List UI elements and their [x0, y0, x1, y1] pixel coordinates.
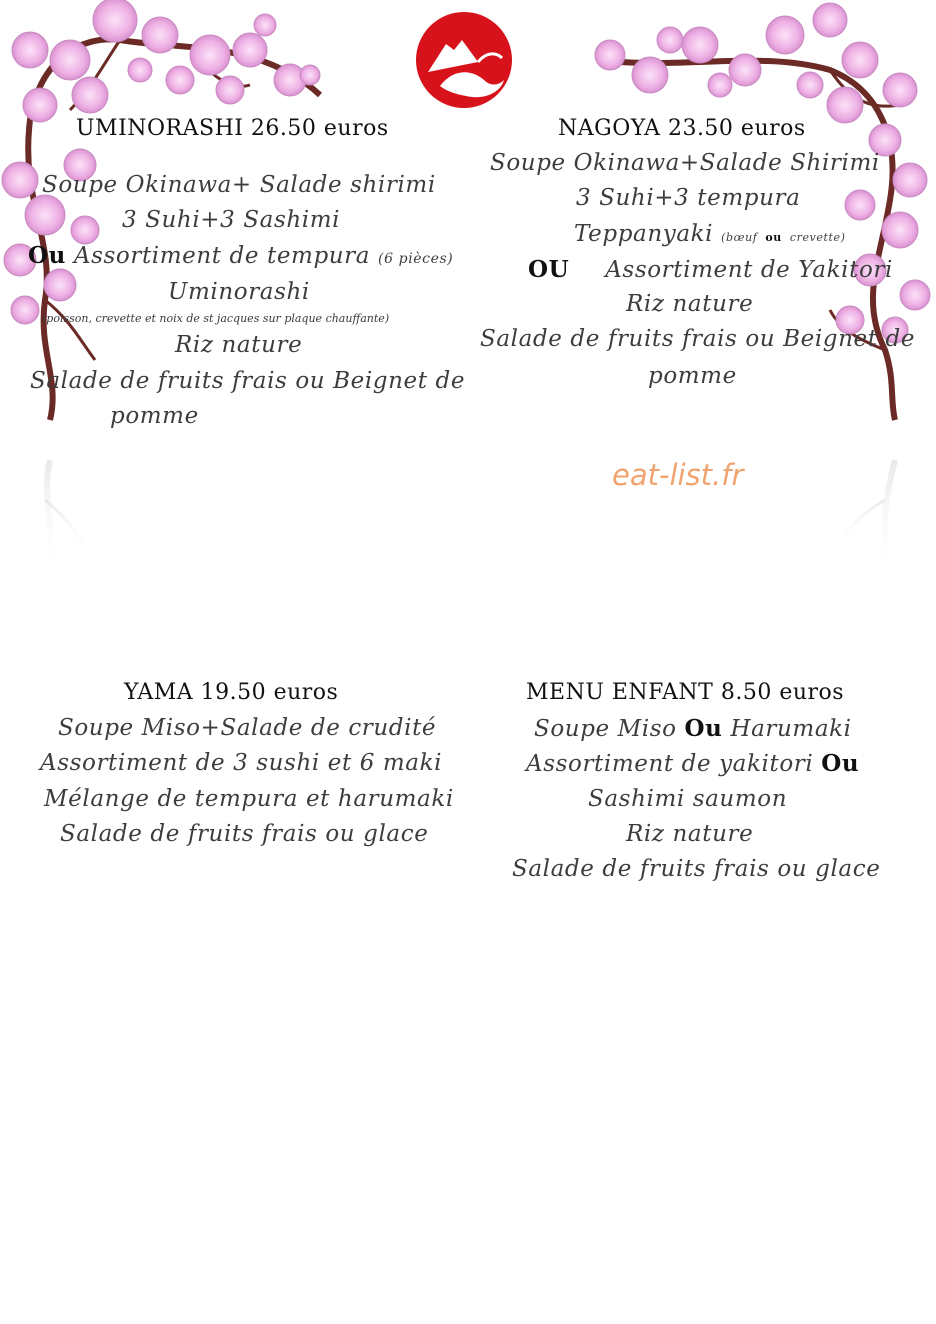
- or-label: Ou: [28, 242, 66, 269]
- menu-line-text: Harumaki: [730, 716, 852, 742]
- menu-note: (poisson, crevette et noix de st jacques sur plaque chauffante): [42, 312, 390, 325]
- menu-note: (6 pièces): [378, 251, 454, 267]
- menu-line: Sashimi saumon: [588, 786, 788, 812]
- menu-note: crevette): [789, 231, 846, 244]
- menu-line: Assortiment de 3 sushi et 6 maki: [40, 750, 443, 776]
- right-cherry-branch: [595, 3, 930, 420]
- menu-note: (bœuf: [721, 231, 758, 244]
- menu-line: Riz nature: [626, 291, 754, 317]
- menu-title: NAGOYA 23.50 euros: [558, 116, 806, 141]
- menu-line: Soupe Miso+Salade de crudité: [58, 715, 437, 741]
- menu-title: UMINORASHI 26.50 euros: [76, 116, 389, 141]
- menu-line-text: Assortiment de Yakitori: [605, 257, 893, 283]
- menu-line: Soupe Okinawa+Salade Shirimi: [490, 150, 880, 176]
- menu-line: Riz nature: [626, 821, 754, 847]
- menu-line: Salade de fruits frais ou Beignet de: [30, 368, 466, 394]
- or-label: ou: [765, 231, 782, 244]
- menu-line: [528, 256, 893, 283]
- menu-line-text: Soupe Miso: [534, 716, 677, 742]
- or-label: Ou: [684, 715, 723, 742]
- menu-line: 3 Suhi+3 tempura: [576, 185, 801, 211]
- menu-title: YAMA 19.50 euros: [124, 680, 339, 705]
- or-label: Ou: [821, 750, 860, 777]
- menu-line: Uminorashi: [168, 279, 310, 305]
- menu-line: Salade de fruits frais ou Beignet de: [480, 326, 916, 352]
- menu-line: Salade de fruits frais ou glace: [60, 821, 429, 847]
- menu-line: pomme: [110, 403, 199, 429]
- menu-line-text: Assortiment de tempura: [73, 243, 371, 269]
- watermark: eat-list.fr: [612, 458, 744, 492]
- menu-line: 3 Suhi+3 Sashimi: [122, 207, 341, 233]
- menu-line: [28, 242, 453, 269]
- menu-line: Mélange de tempura et harumaki: [44, 786, 454, 812]
- menu-line-text: Teppanyaki: [574, 221, 714, 247]
- menu-line: Soupe Okinawa+ Salade shirimi: [42, 172, 436, 198]
- menu-line: [534, 715, 852, 742]
- or-label: OU: [528, 256, 570, 283]
- decoration-layer: [0, 0, 936, 600]
- branch-reflections: [45, 460, 895, 580]
- menu-title: MENU ENFANT 8.50 euros: [526, 680, 845, 705]
- logo-red-sun: [416, 12, 512, 108]
- menu-line: Salade de fruits frais ou glace: [512, 856, 881, 882]
- menu-line: [526, 750, 859, 777]
- menu-line: Riz nature: [175, 332, 303, 358]
- menu-line-text: Assortiment de yakitori: [526, 751, 814, 777]
- menu-line: pomme: [648, 363, 737, 389]
- menu-line: [574, 221, 846, 247]
